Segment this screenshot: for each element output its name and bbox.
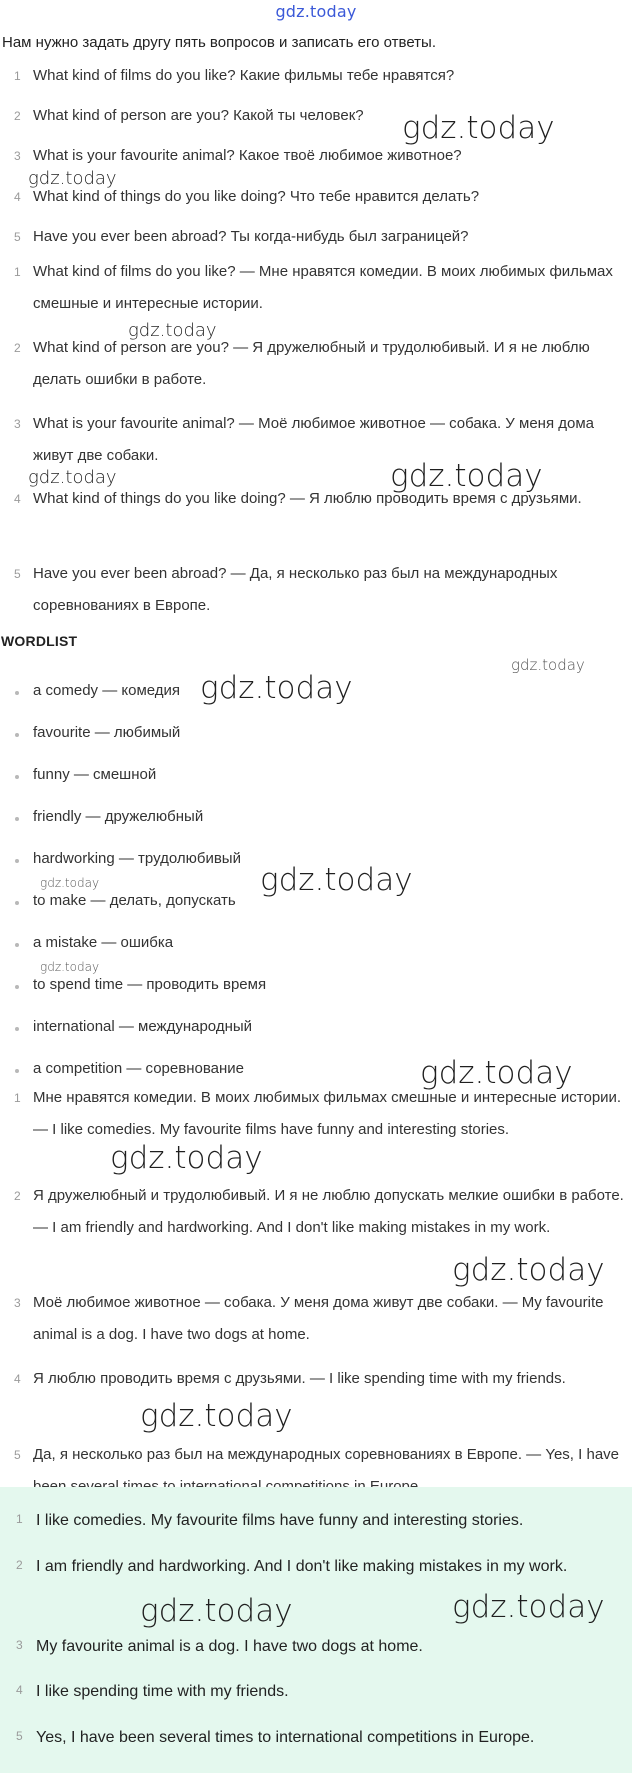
wordlist-item xyxy=(0,718,632,760)
item-number: 2 xyxy=(14,1189,21,1203)
bullet-icon xyxy=(15,985,19,989)
watermark: gdz.today xyxy=(260,862,413,898)
watermark: gdz.today xyxy=(200,670,353,706)
wordlist-entry: to spend time — проводить время xyxy=(33,976,267,993)
watermark: gdz.today xyxy=(140,1398,293,1434)
question-text: What kind of person are you? Какой ты человек? xyxy=(33,107,364,124)
english-answer-item xyxy=(0,1720,632,1764)
item-number: 1 xyxy=(16,1512,23,1526)
item-number: 4 xyxy=(14,1372,21,1386)
item-number: 5 xyxy=(14,1448,21,1462)
translation-item xyxy=(0,1363,632,1439)
questions-list xyxy=(0,60,632,257)
item-number: 4 xyxy=(14,492,21,506)
question-item xyxy=(0,60,632,100)
watermark: gdz.today xyxy=(140,1593,293,1629)
english-answer-item xyxy=(0,1503,632,1549)
english-answer-item xyxy=(0,1629,632,1674)
item-number: 5 xyxy=(14,230,21,244)
wordlist-entry: friendly — дружелюбный xyxy=(33,808,204,825)
answer-item xyxy=(0,483,632,558)
answer-item xyxy=(0,558,632,630)
item-number: 5 xyxy=(14,567,21,581)
wordlist-entry: international — международный xyxy=(33,1018,253,1035)
wordlist-entry: a comedy — комедия xyxy=(33,682,181,699)
wordlist-item xyxy=(0,1012,632,1054)
answer-text: What kind of films do you like? — Мне нравятся комедии. В моих любимых фильмах смешные и интересные истории. xyxy=(33,263,613,312)
answers-list xyxy=(0,256,632,630)
watermark: gdz.today xyxy=(128,320,217,341)
wordlist-entry: a competition — соревнование xyxy=(33,1060,244,1077)
site-title[interactable]: gdz.today xyxy=(275,2,357,21)
answer-item xyxy=(0,332,632,408)
bullet-icon xyxy=(15,901,19,905)
bullet-icon xyxy=(15,733,19,737)
question-item xyxy=(0,221,632,257)
task-intro: Нам нужно задать другу пять вопросов и записать его ответы. xyxy=(2,34,437,51)
watermark: gdz.today xyxy=(28,168,117,189)
item-number: 3 xyxy=(14,1296,21,1310)
watermark: gdz.today xyxy=(390,458,543,494)
translation-text: Моё любимое животное — собака. У меня дома живут две собаки. — My favourite animal is a dog. I have two dogs at home. xyxy=(33,1294,604,1343)
bullet-icon xyxy=(15,1069,19,1073)
bullet-icon xyxy=(15,859,19,863)
watermark: gdz.today xyxy=(40,876,100,890)
watermark: gdz.today xyxy=(402,110,555,146)
english-answer-text: I like spending time with my friends. xyxy=(36,1683,289,1700)
translation-text: Мне нравятся комедии. В моих любимых фильмах смешные и интересные истории. — I like comedies. My favourite films have funny and interesting stories. xyxy=(33,1089,622,1138)
answer-text: What kind of person are you? — Я дружелюбный и трудолюбивый. И я не люблю делать ошибки в работе. xyxy=(33,339,590,388)
translation-item xyxy=(0,1287,632,1363)
item-number: 2 xyxy=(14,109,21,123)
translation-text: Да, я несколько раз был на международных соревнованиях в Европе. — Yes, I have xyxy=(33,1446,620,1463)
wordlist-entry: a mistake — ошибка xyxy=(33,934,174,951)
watermark: gdz.today xyxy=(420,1055,573,1091)
item-number: 2 xyxy=(14,341,21,355)
wordlist-entry: hardworking — трудолюбивый xyxy=(33,850,241,867)
answer-text: Have you ever been abroad? — Да, я несколько раз был на международных соревнованиях в Европе. xyxy=(33,565,558,614)
watermark: gdz.today xyxy=(452,1252,605,1288)
wordlist-entry: to make — делать, допускать xyxy=(33,892,236,909)
watermark: gdz.today xyxy=(511,656,585,674)
bullet-icon xyxy=(15,1027,19,1031)
english-answer-item xyxy=(0,1674,632,1720)
watermark: gdz.today xyxy=(28,467,117,488)
question-text: What is your favourite animal? Какое твоё любимое животное? xyxy=(33,147,462,164)
wordlist-item xyxy=(0,802,632,844)
item-number: 1 xyxy=(14,1091,21,1105)
answer-text: What is your favourite animal? — Моё любимое животное — собака. У меня дома живут две собаки. xyxy=(33,415,594,464)
english-answers-list xyxy=(0,1503,632,1764)
wordlist-entry: favourite — любимый xyxy=(33,724,181,741)
translations-list xyxy=(0,1082,632,1503)
wordlist-heading: WORDLIST xyxy=(1,633,78,649)
english-answer-text: Yes, I have been several times to international competitions in Europe. xyxy=(36,1729,535,1746)
wordlist-item xyxy=(0,970,632,1012)
item-number: 2 xyxy=(16,1558,23,1572)
english-answer-text: I am friendly and hardworking. And I don't like making mistakes in my work. xyxy=(36,1558,568,1575)
answer-item xyxy=(0,256,632,332)
bullet-icon xyxy=(15,775,19,779)
question-text: What kind of things do you like doing? Что тебе нравится делать? xyxy=(33,188,480,205)
question-text: What kind of films do you like? Какие фильмы тебе нравятся? xyxy=(33,67,455,84)
item-number: 3 xyxy=(14,417,21,431)
answer-text: What kind of things do you like doing? — Я люблю проводить время с друзьями. xyxy=(33,490,582,507)
item-number: 1 xyxy=(14,265,21,279)
watermark: gdz.today xyxy=(40,960,100,974)
item-number: 4 xyxy=(14,190,21,204)
watermark: gdz.today xyxy=(452,1589,605,1625)
bullet-icon xyxy=(15,817,19,821)
item-number: 5 xyxy=(16,1729,23,1743)
item-number: 1 xyxy=(14,69,21,83)
item-number: 3 xyxy=(14,149,21,163)
bullet-icon xyxy=(15,691,19,695)
translation-item xyxy=(0,1082,632,1180)
translation-text: Я дружелюбный и трудолюбивый. И я не люблю допускать мелкие ошибки в работе. — I am friendly and hardworking. And I don't like making mistakes in my work. xyxy=(33,1187,624,1236)
english-answer-text: I like comedies. My favourite films have funny and interesting stories. xyxy=(36,1512,524,1529)
item-number: 4 xyxy=(16,1683,23,1697)
bullet-icon xyxy=(15,943,19,947)
item-number: 3 xyxy=(16,1638,23,1652)
question-text: Have you ever been abroad? Ты когда-нибудь был заграницей? xyxy=(33,228,469,245)
watermark: gdz.today xyxy=(110,1140,263,1176)
english-answer-text: My favourite animal is a dog. I have two dogs at home. xyxy=(36,1638,423,1655)
translation-text: Я люблю проводить время с друзьями. — I like spending time with my friends. xyxy=(33,1370,566,1387)
wordlist-item xyxy=(0,760,632,802)
wordlist-entry: funny — смешной xyxy=(33,766,157,783)
